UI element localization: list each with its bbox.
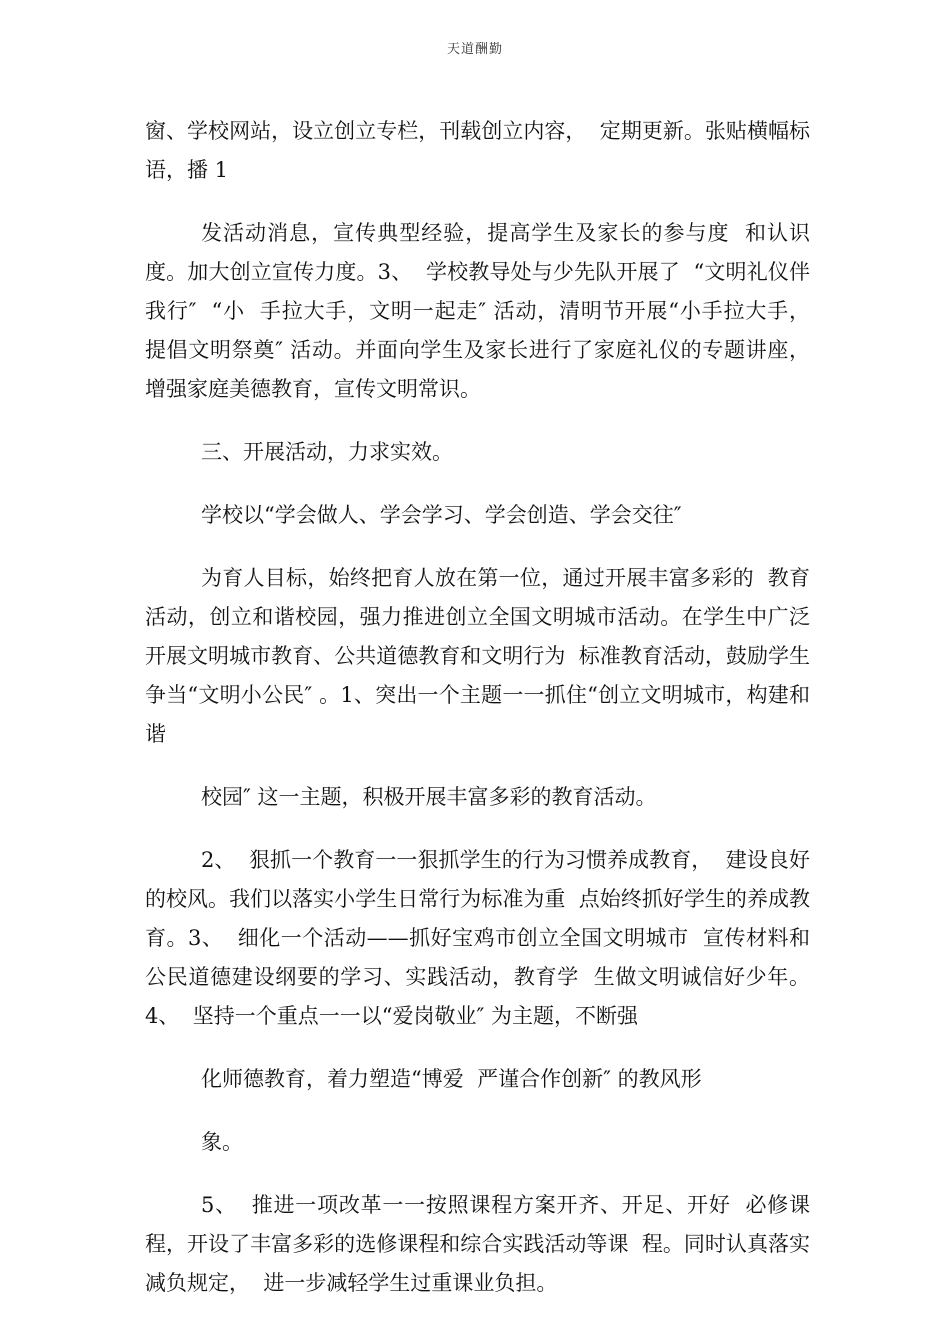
paragraph-6: 2、 狠抓一个教育一一狠抓学生的行为习惯养成教育， 建设良好的校风。我们以落实小学生日常行为标准为重 点始终抓好学生的养成教育。3、 细化一个活动——抓好宝鸡市创立全国文明城市 宣传材料和公民道德建设纲要的学习、实践活动，教育学 生做文明诚信好少年。4、 坚持一个重点一一以“爱岗敬业″ 为主题，不断强 <box>145 848 810 1028</box>
document-body <box>145 112 824 1327</box>
paragraph-8: 象。 <box>201 1130 243 1154</box>
paragraph-5: 校园″ 这一主题，积极开展丰富多彩的教育活动。 <box>201 785 657 809</box>
page-header: 天道酬勤 <box>446 42 503 57</box>
section-heading: 三、开展活动，力求实效。 <box>201 440 453 464</box>
paragraph-3: 学校以“学会做人、学会学习、学会创造、学会交往″ <box>201 503 682 527</box>
paragraph-1: 窗、学校网站，设立创立专栏，刊载创立内容， 定期更新。张贴横幅标语，播 1 <box>145 119 810 182</box>
paragraph-2: 发活动消息，宣传典型经验，提高学生及家长的参与度 和认识度。加大创立宣传力度。3、 学校教导处与少先队开展了 “文明礼仪伴我行″ “小 手拉大手，文明一起走″ 活动，清明节开展“小手拉大手， 提倡文明祭奠″ 活动。并面向学生及家长进行了家庭礼仪的专题讲座，增强家庭美德教育，宣传文明常识。 <box>145 221 824 401</box>
paragraph-9: 5、 推进一项改革一一按照课程方案开齐、开足、开好 必修课程，开设了丰富多彩的选修课程和综合实践活动等课 程。同时认真落实减负规定， 进一步减轻学生过重课业负担。 <box>145 1193 810 1295</box>
paragraph-4: 为育人目标，始终把育人放在第一位，通过开展丰富多彩的 教育活动，创立和谐校园，强力推进创立全国文明城市活动。在学生中广泛开展文明城市教育、公共道德教育和文明行为 标准教育活动，鼓励学生争当“文明小公民″ 。1、突出一个主题一一抓住“创立文明城市，构建和谐 <box>145 566 810 746</box>
paragraph-7: 化师德教育，着力塑造“博爱 严谨合作创新″ 的教风形 <box>201 1067 702 1091</box>
